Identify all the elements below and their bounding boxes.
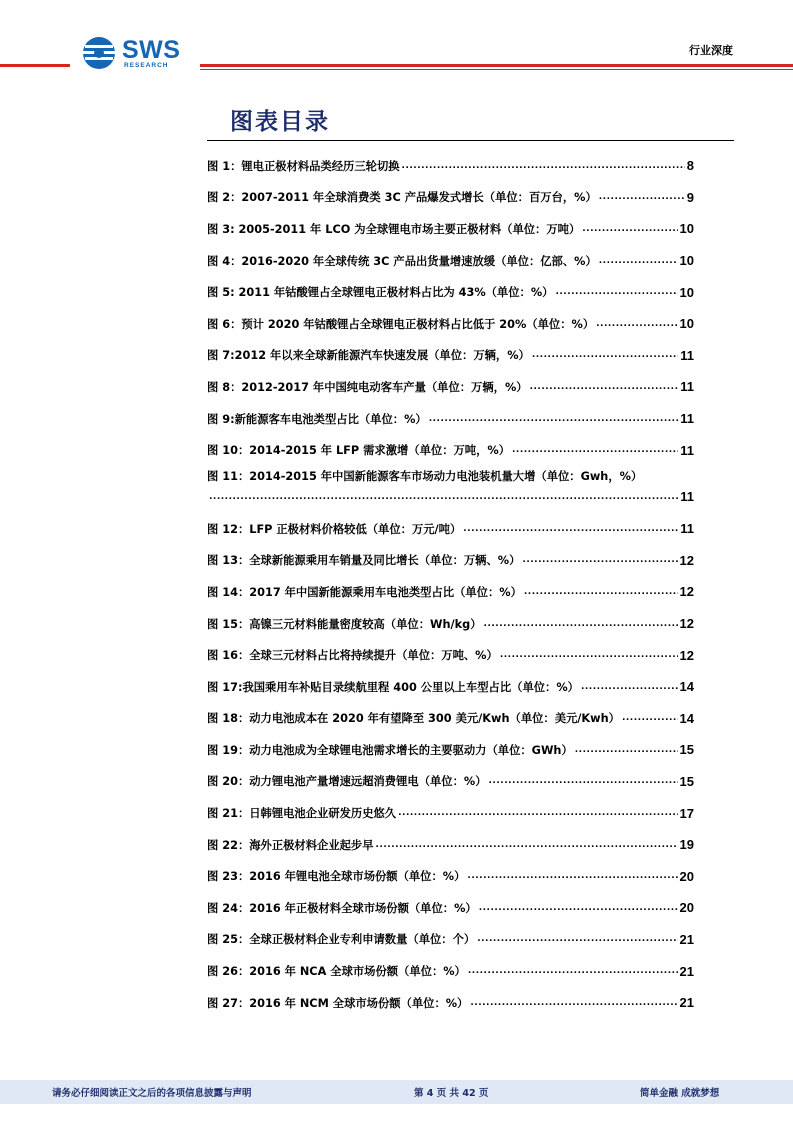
toc-entry-label: 图 2：2007-2011 年全球消费类 3C 产品爆发式增长（单位：百万台，%）: [207, 191, 597, 205]
toc-entry[interactable]: [207, 892, 694, 924]
toc-entry-page: 11: [680, 521, 694, 537]
toc-entry-label: 图 9:新能源客车电池类型占比（单位：%）: [207, 412, 427, 426]
toc-entry-page: 20: [679, 900, 694, 916]
footer-page-number: 第 4 页 共 42 页: [414, 1088, 489, 1099]
toc-entry[interactable]: [207, 829, 694, 861]
toc-entry-label: 图 24：2016 年正极材料全球市场份额（单位：%）: [207, 901, 477, 915]
toc-entry-page: 11: [680, 347, 694, 363]
logo-text: SWS: [122, 36, 181, 64]
toc-entry[interactable]: [207, 340, 694, 372]
toc-leader-dots: [581, 682, 678, 692]
toc-entry-label: 图 14：2017 年中国新能源乘用车电池类型占比（单位：%）: [207, 585, 522, 599]
toc-entry-page: 11: [680, 411, 694, 427]
toc-entry-page: 19: [679, 837, 694, 853]
toc-entry-page: 10: [679, 316, 694, 332]
toc-entry-label: 图 20：动力锂电池产量增速远超消费锂电（单位：%）: [207, 775, 487, 789]
report-type-tag: 行业深度: [689, 44, 733, 57]
toc-entry-label: 图 18：动力电池成本在 2020 年有望降至 300 美元/Kwh（单位：美元/Kwh）: [207, 712, 620, 726]
toc-entry-page: 10: [679, 253, 694, 269]
toc-entry[interactable]: [207, 545, 694, 577]
toc-entry-page: 14: [679, 679, 694, 695]
toc-entry-page: 21: [679, 963, 694, 979]
toc-entry[interactable]: [207, 403, 694, 435]
sws-logo-icon: [82, 36, 116, 70]
toc-leader-dots: [477, 934, 677, 944]
toc-leader-dots: [470, 998, 677, 1008]
toc-entry[interactable]: [207, 860, 694, 892]
toc-entry[interactable]: [207, 608, 694, 640]
toc-entry-label: 图 13：全球新能源乘用车销量及同比增长（单位：万辆、%）: [207, 554, 521, 568]
toc-entry[interactable]: [207, 150, 694, 182]
footer-slogan: 简单金融 成就梦想: [640, 1088, 720, 1099]
header-rule-thin: [200, 69, 793, 70]
toc-leader-dots: [582, 224, 677, 234]
toc-leader-dots: [209, 492, 678, 502]
toc-leader-dots: [467, 871, 677, 881]
toc-leader-dots: [500, 650, 678, 660]
toc-entry[interactable]: [207, 245, 694, 277]
toc-entry-page: 12: [679, 647, 694, 663]
toc-leader-dots: [599, 256, 678, 266]
header-rule-left: [0, 64, 70, 67]
toc-leader-dots: [489, 776, 678, 786]
toc-entry[interactable]: [207, 434, 694, 466]
toc-leader-dots: [402, 161, 685, 171]
toc-entry-label: 图 1：锂电正极材料品类经历三轮切换: [207, 159, 400, 173]
toc-entry[interactable]: [207, 703, 694, 735]
header-rule-right: [200, 64, 793, 67]
toc-leader-dots: [532, 350, 678, 360]
toc-entry-label: 图 25：全球正极材料企业专利申请数量（单位：个）: [207, 933, 476, 947]
toc-entry-label: 图 11：2014-2015 年中国新能源客车市场动力电池装机量大增（单位：Gwh，%）: [207, 469, 643, 483]
toc-entry-label: 图 15：高镍三元材料能量密度较高（单位：Wh/kg）: [207, 617, 482, 631]
toc-entry-label: 图 5: 2011 年钴酸锂占全球锂电正极材料占比为 43%（单位：%）: [207, 286, 554, 300]
footer-disclaimer: 请务必仔细阅读正文之后的各项信息披露与声明: [52, 1088, 252, 1099]
toc-entry-label: 图 4：2016-2020 年全球传统 3C 产品出货量增速放缓（单位：亿部、%）: [207, 254, 597, 268]
toc-leader-dots: [596, 319, 677, 329]
toc-entry-page: 10: [679, 221, 694, 237]
toc-leader-dots: [622, 713, 678, 723]
toc-entry[interactable]: [207, 766, 694, 798]
toc-entry[interactable]: [207, 639, 694, 671]
toc-entry[interactable]: [207, 734, 694, 766]
toc-entry[interactable]: [207, 576, 694, 608]
toc-leader-dots: [555, 287, 677, 297]
toc-entry-label: 图 23：2016 年锂电池全球市场份额（单位：%）: [207, 870, 466, 884]
toc-entry-label: 图 22：海外正极材料企业起步早: [207, 838, 374, 852]
toc-entry-page: 20: [679, 868, 694, 884]
toc-entry[interactable]: [207, 924, 694, 956]
toc-entry-page: 11: [680, 379, 694, 395]
toc-entry[interactable]: [207, 466, 694, 513]
toc-entry-page: 15: [679, 773, 694, 789]
toc-leader-dots: [530, 382, 679, 392]
toc-entry[interactable]: [207, 987, 694, 1019]
sws-logo: [82, 36, 192, 72]
toc-entry[interactable]: [207, 955, 694, 987]
toc-entry-label: 图 16：全球三元材料占比将持续提升（单位：万吨、%）: [207, 649, 498, 663]
toc-leader-dots: [429, 414, 679, 424]
toc-entry-page: 10: [679, 284, 694, 300]
toc-entry-page: 9: [686, 189, 694, 205]
toc-entry-page: 12: [679, 616, 694, 632]
figure-list: [207, 150, 694, 1018]
toc-entry-page: 15: [679, 742, 694, 758]
toc-entry[interactable]: [207, 797, 694, 829]
toc-leader-dots: [484, 619, 678, 629]
toc-entry-label: 图 21：日韩锂电池企业研发历史悠久: [207, 807, 397, 821]
toc-entry-label: 图 6：预计 2020 年钴酸锂占全球锂电正极材料占比低于 20%（单位：%）: [207, 317, 595, 331]
toc-leader-dots: [479, 903, 678, 913]
toc-leader-dots: [599, 192, 685, 202]
toc-entry[interactable]: [207, 371, 694, 403]
toc-entry[interactable]: [207, 308, 694, 340]
toc-entry-page: 11: [680, 489, 694, 505]
toc-entry-page: 11: [680, 442, 694, 458]
toc-leader-dots: [522, 555, 677, 565]
toc-leader-dots: [376, 840, 678, 850]
toc-entry[interactable]: [207, 276, 694, 308]
toc-entry-page: 21: [679, 931, 694, 947]
toc-entry-label: 图 19：动力电池成为全球锂电池需求增长的主要驱动力（单位：GWh）: [207, 743, 573, 757]
toc-entry[interactable]: [207, 182, 694, 214]
toc-entry[interactable]: [207, 213, 694, 245]
toc-entry-label: 图 3: 2005-2011 年 LCO 为全球锂电市场主要正极材料（单位：万吨）: [207, 222, 581, 236]
toc-entry[interactable]: [207, 671, 694, 703]
toc-entry-label: 图 12：LFP 正极材料价格较低（单位：万元/吨）: [207, 522, 462, 536]
toc-leader-dots: [512, 445, 678, 455]
toc-entry-label: 图 26：2016 年 NCA 全球市场份额（单位：%）: [207, 965, 466, 979]
toc-leader-dots: [524, 587, 678, 597]
toc-entry-label: 图 8：2012-2017 年中国纯电动客车产量（单位：万辆，%）: [207, 380, 528, 394]
toc-entry-label: 图 10：2014-2015 年 LFP 需求激增（单位：万吨，%）: [207, 444, 510, 458]
toc-leader-dots: [468, 966, 678, 976]
toc-entry-label: 图 27：2016 年 NCM 全球市场份额（单位：%）: [207, 996, 469, 1010]
toc-entry-page: 17: [679, 805, 694, 821]
toc-entry-page: 12: [679, 584, 694, 600]
toc-entry-page: 8: [686, 158, 694, 174]
page-title: 图表目录: [230, 109, 330, 135]
toc-entry-label: 图 17:我国乘用车补贴目录续航里程 400 公里以上车型占比（单位：%）: [207, 680, 579, 694]
toc-entry[interactable]: [207, 513, 694, 545]
toc-entry-label: 图 7:2012 年以来全球新能源汽车快速发展（单位：万辆，%）: [207, 349, 530, 363]
toc-entry-page: 12: [679, 552, 694, 568]
toc-entry-page: 21: [679, 995, 694, 1011]
toc-leader-dots: [575, 745, 678, 755]
logo-subtext: RESEARCH: [124, 62, 169, 69]
toc-leader-dots: [463, 524, 678, 534]
toc-leader-dots: [398, 808, 677, 818]
title-divider: [207, 140, 734, 141]
toc-entry-page: 14: [679, 710, 694, 726]
